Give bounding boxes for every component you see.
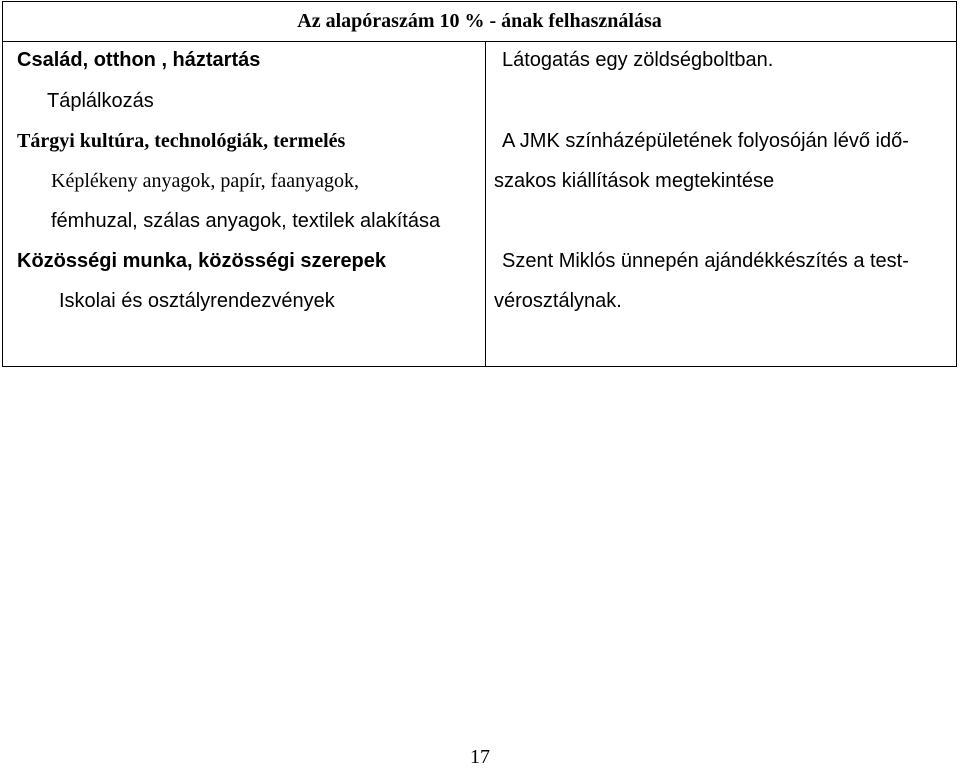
activity-gift-line-2: vérosztálynak. <box>494 290 622 312</box>
topic-title-community: Közösségi munka, közösségi szerepek <box>17 250 387 272</box>
topic-title-household: Család, otthon , háztartás <box>17 49 261 71</box>
table-body-row <box>3 42 957 367</box>
activity-vegetable-shop: Látogatás egy zöldségboltban. <box>502 49 774 71</box>
topic-item-events: Iskolai és osztályrendezvények <box>59 290 335 312</box>
page-number: 17 <box>470 746 490 768</box>
topic-item-nutrition: Táplálkozás <box>47 90 154 112</box>
activities-cell <box>486 42 957 367</box>
topics-cell <box>3 42 486 367</box>
activity-gift-line-1: Szent Miklós ünnepén ajándékkészítés a test- <box>502 250 909 272</box>
topic-item-materials-1: Képlékeny anyagok, papír, faanyagok, <box>51 170 359 192</box>
activity-exhibition-line-2: szakos kiállítások megtekintése <box>494 170 775 192</box>
activity-exhibition-line-1: A JMK színházépületének folyosóján lévő idő- <box>502 130 909 152</box>
table-header-row <box>3 2 957 42</box>
topic-item-materials-2: fémhuzal, szálas anyagok, textilek alakítása <box>51 210 441 232</box>
table-header: Az alapóraszám 10 % - ának felhasználása <box>3 2 957 42</box>
topic-title-technology: Tárgyi kultúra, technológiák, termelés <box>17 130 346 152</box>
activities-table <box>2 1 957 367</box>
